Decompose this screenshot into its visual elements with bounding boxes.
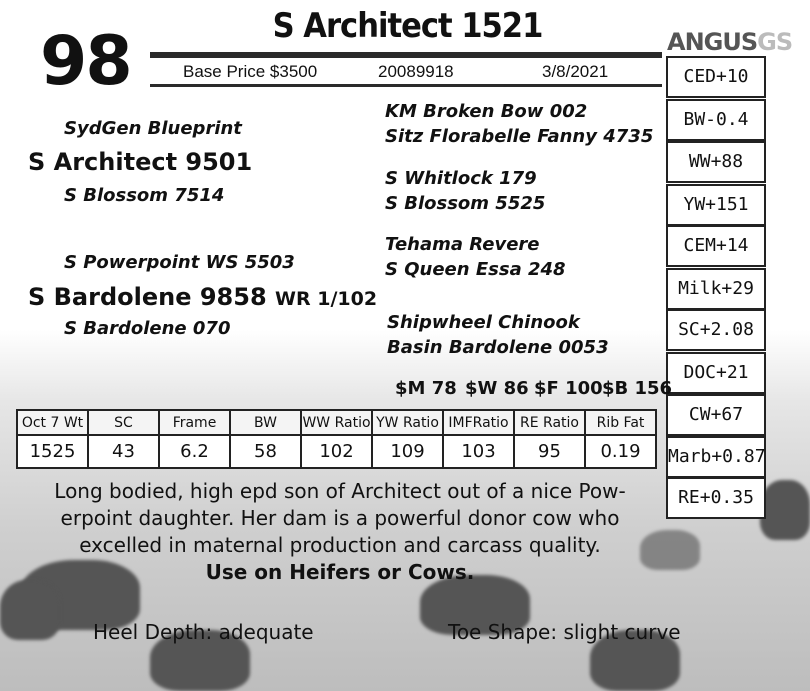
dam-dam: S Bardolene 070 bbox=[64, 318, 231, 339]
epd-cem: CEM+14 bbox=[666, 225, 766, 267]
epd-doc: DOC+21 bbox=[666, 352, 766, 394]
table-cell: 95 bbox=[514, 435, 585, 468]
registration-number: 20089918 bbox=[378, 62, 454, 81]
epd-ww: WW+88 bbox=[666, 141, 766, 183]
lot-number: 98 bbox=[40, 22, 131, 101]
table-cell: 58 bbox=[230, 435, 301, 468]
base-price: Base Price $3500 bbox=[183, 62, 318, 81]
epd-re: RE+0.35 bbox=[666, 477, 766, 519]
sire-dam: S Blossom 7514 bbox=[64, 185, 225, 206]
pedigree-line: Shipwheel Chinook bbox=[387, 312, 580, 333]
table-cell: 1525 bbox=[17, 435, 88, 468]
pedigree-line: Sitz Florabelle Fanny 4735 bbox=[385, 126, 654, 147]
table-cell: 0.19 bbox=[585, 435, 656, 468]
table-row bbox=[17, 435, 656, 468]
dam: S Bardolene 9858 WR 1/102 bbox=[28, 283, 378, 311]
table-cell: 43 bbox=[88, 435, 159, 468]
table-header: Oct 7 Wt bbox=[17, 410, 88, 435]
info-divider bbox=[150, 84, 662, 87]
description-line: excelled in maternal production and carcass quality. bbox=[79, 533, 601, 557]
table-cell: 109 bbox=[372, 435, 443, 468]
epd-bw: BW-0.4 bbox=[666, 99, 766, 141]
animal-name: S Architect 1521 bbox=[272, 6, 543, 46]
table-cell: 6.2 bbox=[159, 435, 230, 468]
index-b: $B 156 bbox=[602, 378, 673, 399]
epd-milk: Milk+29 bbox=[666, 268, 766, 310]
epd-ced: CED+10 bbox=[666, 56, 766, 98]
description bbox=[20, 478, 660, 586]
birth-date: 3/8/2021 bbox=[542, 62, 609, 81]
table-header: BW bbox=[230, 410, 301, 435]
table-cell: 102 bbox=[301, 435, 372, 468]
pedigree-line: Basin Bardolene 0053 bbox=[387, 337, 609, 358]
dam-sire: S Powerpoint WS 5503 bbox=[64, 252, 295, 273]
index-f: $F 100 bbox=[534, 378, 603, 399]
epd-marb: Marb+0.87 bbox=[666, 436, 766, 478]
table-header: RE Ratio bbox=[514, 410, 585, 435]
index-m: $M 78 bbox=[395, 378, 457, 399]
table-cell: 103 bbox=[443, 435, 514, 468]
pedigree-line: Tehama Revere bbox=[385, 234, 540, 255]
pedigree-line: KM Broken Bow 002 bbox=[385, 101, 588, 122]
title-bar bbox=[150, 52, 662, 58]
heel-depth: Heel Depth: adequate bbox=[93, 620, 314, 644]
table-header: IMFRatio bbox=[443, 410, 514, 435]
performance-table bbox=[16, 409, 657, 469]
pedigree-line: S Whitlock 179 bbox=[385, 168, 537, 189]
epd-sc: SC+2.08 bbox=[666, 309, 766, 351]
index-w: $W 86 bbox=[465, 378, 529, 399]
table-header: WW Ratio bbox=[301, 410, 372, 435]
usage-note: Use on Heifers or Cows. bbox=[205, 560, 475, 584]
description-line: erpoint daughter. Her dam is a powerful donor cow who bbox=[60, 506, 620, 530]
epd-yw: YW+151 bbox=[666, 184, 766, 226]
table-header: Rib Fat bbox=[585, 410, 656, 435]
description-line: Long bodied, high epd son of Architect out of a nice Pow- bbox=[54, 479, 626, 503]
pedigree-line: S Queen Essa 248 bbox=[385, 259, 566, 280]
table-header: SC bbox=[88, 410, 159, 435]
table-header: YW Ratio bbox=[372, 410, 443, 435]
sire-sire: SydGen Blueprint bbox=[64, 118, 242, 139]
cow-silhouette bbox=[0, 580, 60, 640]
toe-shape: Toe Shape: slight curve bbox=[448, 620, 681, 644]
table-header-row bbox=[17, 410, 656, 435]
epd-cw: CW+67 bbox=[666, 394, 766, 436]
table-header: Frame bbox=[159, 410, 230, 435]
angus-gs-logo: ANGUSGS bbox=[667, 28, 793, 56]
cow-silhouette bbox=[760, 480, 810, 540]
sire: S Architect 9501 bbox=[28, 148, 253, 176]
pedigree-line: S Blossom 5525 bbox=[385, 193, 546, 214]
